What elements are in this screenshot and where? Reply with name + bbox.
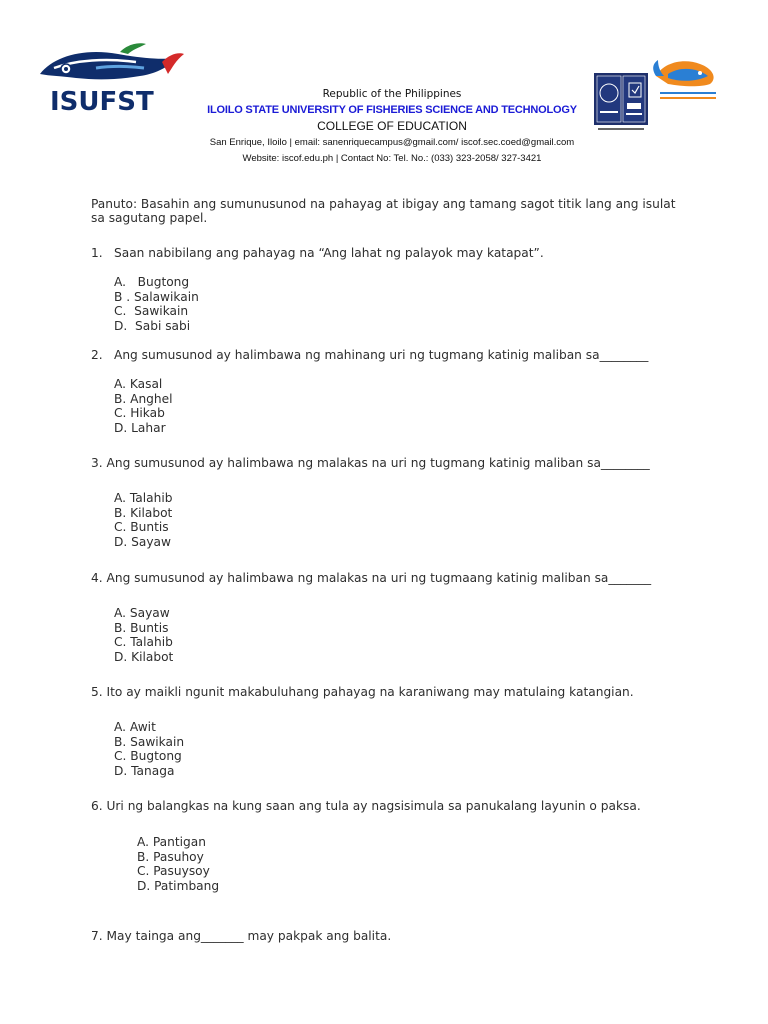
question-5-options bbox=[114, 720, 184, 778]
question-4-options bbox=[114, 606, 173, 664]
question-text: Ang sumusunod ay halimbawa ng mahinang uri ng tugmang katinig maliban sa________ bbox=[114, 348, 649, 362]
option-b: B. Sawikain bbox=[114, 734, 185, 749]
option-d: D. Tanaga bbox=[114, 763, 175, 778]
option-c: C. Buntis bbox=[114, 520, 169, 535]
option-a: A. Sayaw bbox=[114, 606, 170, 620]
option-a: A. Pantigan bbox=[137, 835, 206, 849]
option-c: C. Bugtong bbox=[114, 749, 182, 764]
option-c: C. Pasuysoy bbox=[137, 864, 210, 879]
logo-text: ISUFST bbox=[50, 87, 154, 116]
instructions: Panuto: Basahin ang sumunusunod na pahayag at ibigay ang tamang sagot titik lang ang isulat sa sagutang papel. bbox=[91, 197, 676, 226]
contact-line: San Enrique, Iloilo | email: sanenriquecampus@gmail.com/ iscof.sec.coed@gmail.com bbox=[209, 137, 575, 148]
option-d: D. Patimbang bbox=[137, 878, 220, 893]
option-b: B . Salawikain bbox=[114, 289, 199, 304]
option-d: D. Sayaw bbox=[114, 534, 171, 549]
question-7: 7. May tainga ang_______ may pakpak ang balita. bbox=[91, 929, 392, 943]
college-name: COLLEGE OF EDUCATION bbox=[317, 119, 467, 133]
option-b: B. Kilabot bbox=[114, 505, 173, 520]
question-2-options bbox=[114, 377, 173, 435]
option-a: A. Kasal bbox=[114, 377, 163, 391]
question-1 bbox=[91, 246, 544, 261]
question-3-options bbox=[114, 491, 172, 549]
question-1-options bbox=[114, 275, 199, 333]
option-c: C. Sawikain bbox=[114, 304, 189, 319]
option-c: C. Hikab bbox=[114, 406, 165, 421]
question-6-options bbox=[137, 835, 219, 893]
question-text: Saan nabibilang ang pahayag na “Ang lahat ng palayok may katapat”. bbox=[114, 246, 544, 260]
option-a: A. Bugtong bbox=[114, 275, 190, 289]
option-a: A. Talahib bbox=[114, 491, 173, 505]
option-a: A. Awit bbox=[114, 720, 156, 734]
question-2 bbox=[91, 348, 648, 363]
option-b: B. Buntis bbox=[114, 620, 169, 635]
option-b: B. Pasuhoy bbox=[137, 849, 204, 864]
option-c: C. Talahib bbox=[114, 635, 173, 650]
republic-line: Republic of the Philippines bbox=[322, 88, 462, 100]
question-number: 2. bbox=[91, 348, 103, 362]
question-6: 6. Uri ng balangkas na kung saan ang tula ay nagsisimula sa panukalang layunin o paksa. bbox=[91, 799, 641, 813]
option-b: B. Anghel bbox=[114, 391, 173, 406]
question-3: 3. Ang sumusunod ay halimbawa ng malakas na uri ng tugmang katinig maliban sa________ bbox=[91, 456, 650, 470]
question-number: 1. bbox=[91, 246, 103, 260]
question-4: 4. Ang sumusunod ay halimbawa ng malakas na uri ng tugmaang katinig maliban sa_______ bbox=[91, 571, 652, 585]
option-d: D. Sabi sabi bbox=[114, 318, 191, 333]
question-5: 5. Ito ay maikli ngunit makabuluhang pahayag na karaniwang may matulaing katangian. bbox=[91, 685, 634, 699]
option-d: D. Lahar bbox=[114, 420, 166, 435]
option-d: D. Kilabot bbox=[114, 649, 174, 664]
website-line: Website: iscof.edu.ph | Contact No: Tel. No.: (033) 323-2058/ 327-3421 bbox=[242, 153, 542, 164]
university-name: ILOILO STATE UNIVERSITY OF FISHERIES SCIENCE AND TECHNOLOGY bbox=[207, 104, 577, 116]
